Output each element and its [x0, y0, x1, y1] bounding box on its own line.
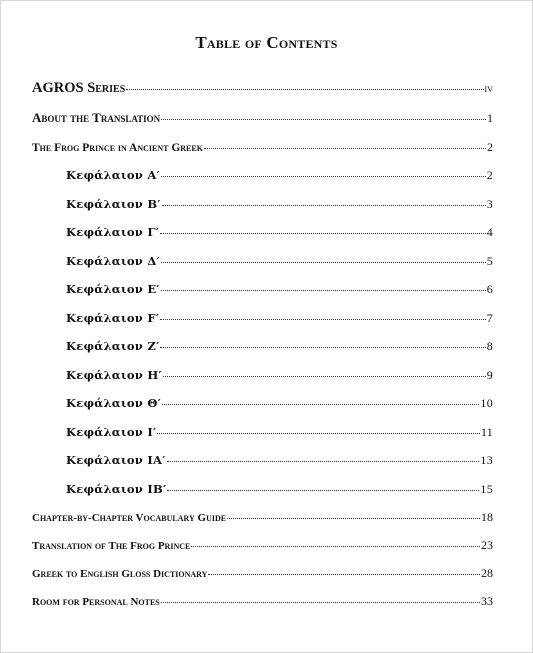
toc-entry-personal-notes	[32, 594, 493, 622]
toc-entry-label: Κεφάλαιον Β′	[66, 196, 161, 211]
toc-entry-label: Κεφάλαιον Α′	[66, 168, 160, 182]
toc-entry-page: 13	[480, 453, 493, 467]
dot-leader	[163, 376, 486, 377]
toc-entry-page: 18	[481, 510, 493, 524]
toc-entry-label: Κεφάλαιον Δ′	[66, 253, 160, 268]
toc-entry-chapter-1	[32, 168, 493, 197]
dot-leader	[167, 490, 479, 491]
dot-leader	[161, 119, 486, 120]
page-title: Table of Contents	[195, 33, 338, 52]
toc-entry-page: 3	[486, 196, 493, 211]
toc-entry-chapter-11	[32, 453, 493, 482]
toc-entry-label: Κεφάλαιον ΙΒ′	[66, 481, 167, 496]
dot-leader	[160, 347, 485, 348]
toc-entry-label: Κεφάλαιον Ε′	[66, 282, 160, 296]
dot-leader	[160, 319, 486, 320]
toc-entry-page: 2	[486, 168, 493, 182]
toc-entry-page: 6	[486, 282, 493, 296]
toc-entry-label: Room for Personal Notes	[32, 596, 160, 608]
toc-entry-label: Κεφάλαιον ΙΑ′	[66, 453, 166, 467]
toc-entry-page: 4	[486, 225, 493, 239]
toc-entry-page: 9	[486, 367, 493, 382]
table-of-contents	[32, 80, 493, 622]
dot-leader	[161, 290, 486, 291]
toc-entry-label: Κεφάλαιον F′	[66, 310, 160, 325]
toc-entry-vocabulary-guide	[32, 510, 493, 538]
toc-entry-page: 5	[486, 253, 493, 268]
toc-entry-chapter-2	[32, 197, 493, 226]
toc-entry-label: The Frog Prince in Ancient Greek	[32, 142, 203, 154]
toc-entry-chapter-4	[32, 254, 493, 283]
toc-entry-chapter-6	[32, 311, 493, 340]
toc-entry-chapter-12	[32, 482, 493, 511]
dot-leader	[161, 176, 486, 177]
toc-entry-page: 7	[486, 310, 493, 325]
toc-entry-label: Κεφάλαιον Θ′	[66, 396, 162, 410]
toc-entry-label: Translation of The Frog Prince	[32, 540, 191, 552]
toc-entry-page: 8	[486, 339, 493, 353]
toc-entry-agros-series	[32, 80, 493, 110]
toc-entry-gloss-dictionary	[32, 566, 493, 594]
dot-leader	[157, 433, 479, 434]
toc-entry-page: 10	[480, 396, 493, 410]
dot-leader	[191, 546, 480, 547]
toc-entry-about-translation	[32, 110, 493, 140]
dot-leader	[204, 148, 486, 149]
dot-leader	[161, 602, 480, 603]
dot-leader	[160, 233, 486, 234]
toc-entry-page: iv	[484, 81, 493, 95]
toc-entry-label: Κεφάλαιον Η′	[66, 367, 162, 382]
dot-leader	[167, 461, 480, 462]
dot-leader	[161, 262, 486, 263]
toc-entry-label: Κεφάλαιον Ι′	[66, 424, 157, 439]
dot-leader	[208, 574, 480, 575]
toc-entry-chapter-3	[32, 225, 493, 254]
toc-entry-page: 11	[480, 424, 493, 439]
dot-leader	[162, 404, 479, 405]
toc-entry-label: Chapter-by-Chapter Vocabulary Guide	[32, 512, 227, 524]
dot-leader	[162, 205, 486, 206]
toc-entry-page: 1	[487, 111, 493, 125]
toc-entry-translation	[32, 538, 493, 566]
toc-entry-frog-prince-greek	[32, 140, 493, 168]
toc-entry-label: Greek to English Gloss Dictionary	[32, 568, 208, 580]
toc-entry-chapter-9	[32, 396, 493, 425]
toc-entry-page: 28	[481, 566, 493, 580]
dot-leader	[227, 518, 480, 519]
toc-entry-chapter-5	[32, 282, 493, 311]
toc-entry-page: 2	[487, 140, 493, 154]
toc-entry-label: Κεφάλαιον Γ′	[66, 225, 160, 239]
dot-leader	[126, 89, 483, 90]
toc-entry-chapter-10	[32, 425, 493, 454]
toc-entry-page: 33	[481, 594, 493, 608]
toc-entry-chapter-7	[32, 339, 493, 368]
toc-entry-label: Κεφάλαιον Ζ′	[66, 339, 160, 353]
toc-entry-page: 15	[480, 481, 493, 496]
toc-entry-chapter-8	[32, 368, 493, 397]
toc-entry-label: About the Translation	[32, 110, 161, 125]
toc-entry-page: 23	[481, 538, 493, 552]
toc-entry-label: AGROS Series	[32, 80, 126, 96]
